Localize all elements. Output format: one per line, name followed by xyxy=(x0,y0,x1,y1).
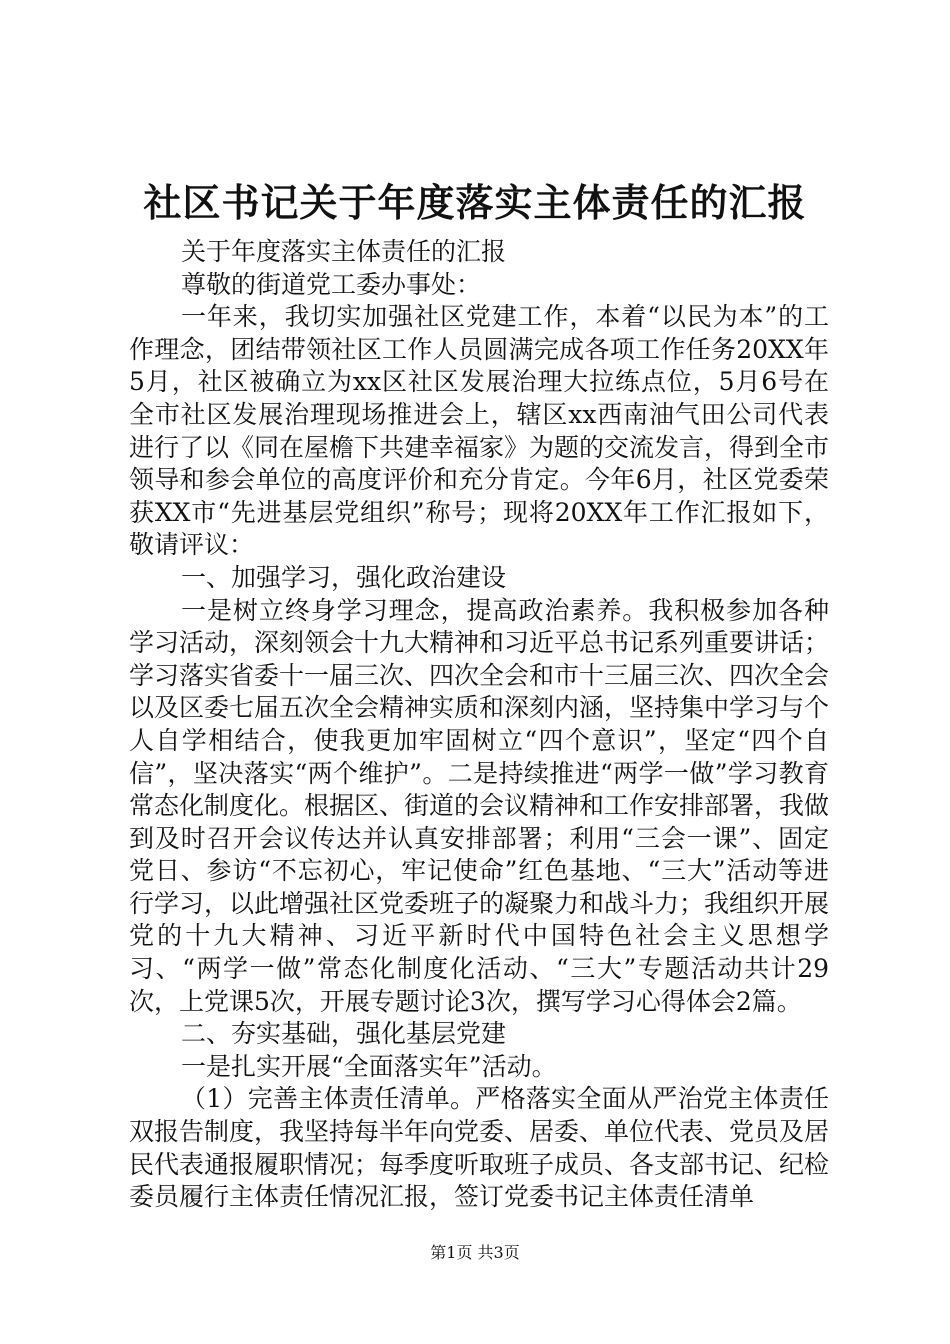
paragraph-responsibility: （1）完善主体责任清单。严格落实全面从严治党主体责任双报告制度，我坚持每半年向党委、居委、单位代表、党员及居民代表通报履职情况；每季度听取班子成员、各支部书记、纪检委员履行主体责任情况汇报，签订党委书记主体责任清单 xyxy=(129,1084,830,1212)
paragraph-study: 一是树立终身学习理念，提高政治素养。我积极参加各种学习活动，深刻领会十九大精神和习近平总书记系列重要讲话；学习落实省委十一届三次、四次全会和市十三届三次、四次全会以及区委七届五次全会精神实质和深刻内涵，坚持集中学习与个人自学相结合，使我更加牢固树立“四个意识”，坚定“四个自信”，坚决落实“两个维护”。二是持续推进“两学一做”学习教育常态化制度化。根据区、街道的会议精神和工作安排部署，我做到及时召开会议传达并认真安排部署；利用“三会一课”、固定党日、参访“不忘初心，牢记使命”红色基地、“三大”活动等进行学习，以此增强社区党委班子的凝聚力和战斗力；我组织开展党的十九大精神、习近平新时代中国特色社会主义思想学习、“两学一做”常态化制度化活动、“三大”专题活动共计29次，上党课5次，开展专题讨论3次，撰写学习心得体会2篇。 xyxy=(129,595,830,1016)
paragraph-salutation: 尊敬的街道党工委办事处： xyxy=(181,269,482,299)
document-title: 社区书记关于年度落实主体责任的汇报 xyxy=(143,180,807,225)
section-heading-1: 一、加强学习，强化政治建设 xyxy=(181,562,507,592)
paragraph-activity: 一是扎实开展“全面落实年”活动。 xyxy=(181,1051,557,1081)
page-footer: 第1页 共3页 xyxy=(430,1243,520,1262)
paragraph-subtitle: 关于年度落实主体责任的汇报 xyxy=(181,237,507,266)
paragraph-intro: 一年来，我切实加强社区党建工作，本着“以民为本”的工作理念，团结带领社区工作人员圆满完成各项工作任务20XX年5月，社区被确立为xx区社区发展治理大拉练点位，5月6号在全市社区发展治理现场推进会上，辖区xx西南油气田公司代表进行了以《同在屋檐下共建幸福家》为题的交流发言，得到全市领导和参会单位的高度评价和充分肯定。今年6月，社区党委荣获XX市“先进基层党组织”称号；现将20XX年工作汇报如下，敬请评议： xyxy=(129,302,830,560)
section-heading-2: 二、夯实基础，强化基层党建 xyxy=(181,1019,507,1049)
document-body xyxy=(129,236,829,1214)
